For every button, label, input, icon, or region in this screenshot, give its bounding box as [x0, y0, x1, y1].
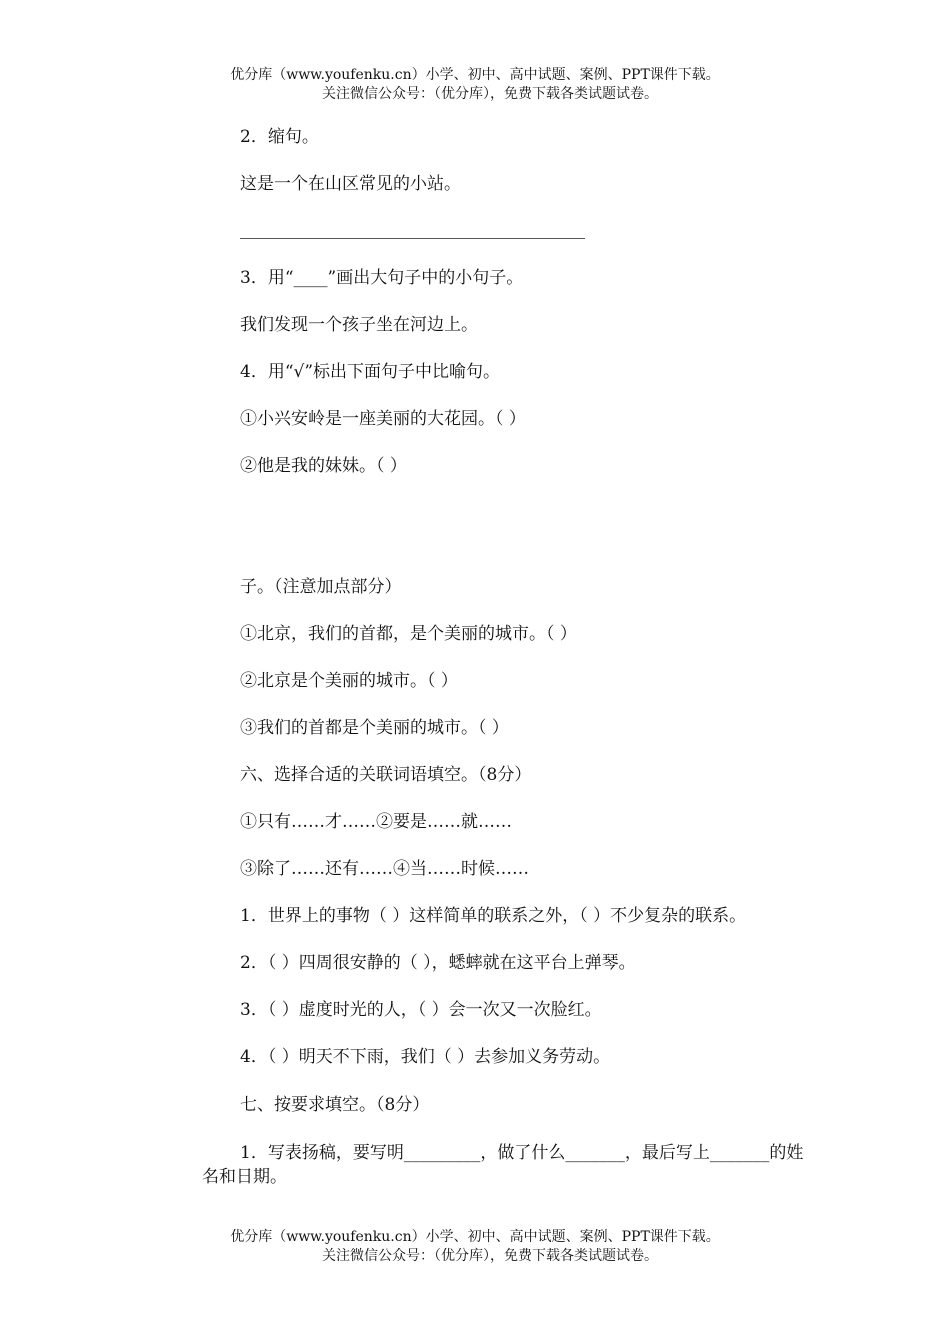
q4-item-b: ②他是我的妹妹。（ ）	[240, 456, 407, 476]
section-6-q3: 3．（ ）虚度时光的人，（ ）会一次又一次脸红。	[240, 1000, 602, 1020]
section-6-options-1: ①只有……才……②要是……就……	[240, 812, 512, 832]
section-6-q4: 4．（ ）明天不下雨，我们（ ）去参加义务劳动。	[240, 1047, 611, 1067]
section-7-q1: 1．写表扬稿，要写明_________，做了什么_______，最后写上_______的姓名和日期。	[202, 1143, 804, 1187]
q2-sentence: 这是一个在山区常见的小站。	[240, 174, 461, 194]
page-footer	[0, 1228, 950, 1266]
section-6-title: 六、选择合适的关联词语填空。（8分）	[240, 765, 532, 785]
q3-title: 3．用“____”画出大句子中的小句子。	[240, 268, 524, 288]
q4-title: 4．用“√”标出下面句子中比喻句。	[240, 362, 501, 382]
header-line-1: 优分库（www.youfenku.cn）小学、初中、高中试题、案例、PPT课件下载。	[230, 67, 720, 83]
q4-item-a: ①小兴安岭是一座美丽的大花园。（ ）	[240, 409, 526, 429]
section-6-options-2: ③除了……还有……④当……时候……	[240, 859, 529, 879]
q5-item-a: ①北京，我们的首都，是个美丽的城市。（ ）	[240, 624, 577, 644]
section-7-title: 七、按要求填空。（8分）	[240, 1095, 430, 1115]
q5-item-c: ③我们的首都是个美丽的城市。（ ）	[240, 718, 509, 738]
footer-line-2: 关注微信公众号：（优分库），免费下载各类试题试卷。	[322, 1248, 658, 1264]
footer-line-1: 优分库（www.youfenku.cn）小学、初中、高中试题、案例、PPT课件下载。	[230, 1229, 720, 1245]
page-header	[0, 66, 950, 104]
q5-item-b: ②北京是个美丽的城市。（ ）	[240, 671, 458, 691]
section-6-q1: 1．世界上的事物（ ）这样简单的联系之外，（ ）不少复杂的联系。	[240, 906, 747, 926]
q5-title: 子。（注意加点部分）	[240, 577, 402, 597]
q2-title: 2．缩句。	[240, 127, 319, 147]
q3-sentence: 我们发现一个孩子坐在河边上。	[240, 315, 478, 335]
answer-line	[240, 238, 585, 239]
section-6-q2: 2．（ ）四周很安静的（ ），蟋蟀就在这平台上弹琴。	[240, 953, 636, 973]
header-line-2: 关注微信公众号：（优分库），免费下载各类试题试卷。	[322, 86, 658, 102]
